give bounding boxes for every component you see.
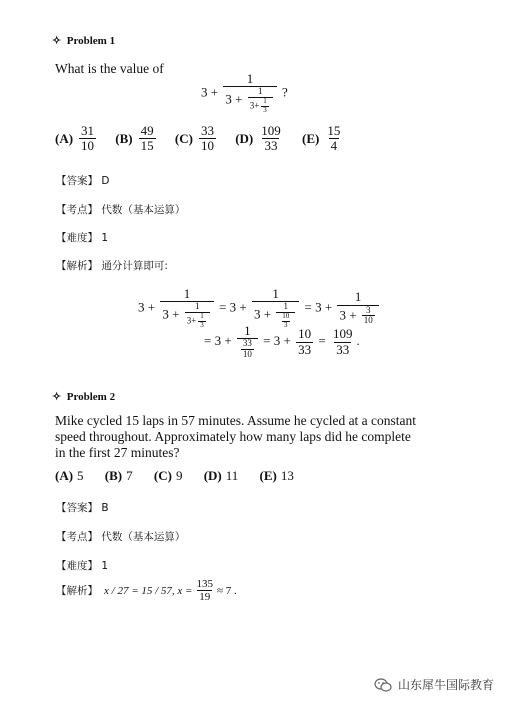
problem-2-topic: 【考点】 代数（基本运算） (56, 531, 186, 543)
problem-1-header: ✧ Problem 1 (52, 35, 116, 47)
choice-d: (D) $\frac{109}{33}$ (235, 123, 281, 154)
wechat-icon (374, 678, 392, 692)
problem-2-choices (55, 468, 308, 484)
choice-e: (E) $\frac{15}{4}$ (301, 123, 341, 154)
watermark: 山东犀牛国际教育 (374, 676, 494, 693)
choice-b: (B) $\frac{49}{15}$ (115, 123, 154, 154)
problem-1-question: What is the value of (55, 61, 164, 76)
problem-1-expression: 3 + 1 3 + 1 3+ $\frac{1}{3}$ ? (201, 71, 288, 114)
problem-2-difficulty: 【难度】 1 (56, 560, 109, 572)
problem-1-difficulty: 【难度】 1 (56, 232, 109, 244)
derivation-line-1: 3 + 1 3 + 1 3+ $\frac{1}{3}$ = 3 + 1 3 + $\frac{1}{\frac{10}{3}}$ = 3 + 1 3 + $\frac{3}{10}$ (138, 287, 381, 330)
diamond-icon: ✧ (52, 35, 62, 47)
problem-1-choices (55, 124, 358, 154)
problem-2-header: ✧ Problem 2 (52, 391, 116, 403)
choice-c: (C) $\frac{33}{10}$ (174, 123, 214, 154)
choice-a: (A) 5 (55, 468, 84, 483)
problem-2-analysis: 【解析】 x / 27 = 15 / 57, x = $\frac{135}{19}$ ≈ 7 . (56, 578, 237, 604)
problem-2-line-2: speed throughout. Approximately how many laps did he complete (55, 429, 411, 444)
derivation-line-2: = 3 + $\frac{1}{\frac{33}{10}}$ = 3 + $\frac{10}{33}$ = $\frac{109}{33}$ . (204, 323, 360, 360)
problem-1-answer: 【答案】 D (56, 175, 110, 187)
problem-1-topic: 【考点】 代数（基本运算） (56, 204, 186, 216)
choice-b: (B) 7 (104, 468, 133, 483)
choice-e: (E) 13 (259, 468, 294, 483)
problem-2-line-1: Mike cycled 15 laps in 57 minutes. Assume he cycled at a constant (55, 413, 417, 428)
problem-2-line-3: in the first 27 minutes? (55, 445, 180, 460)
diamond-icon: ✧ (52, 391, 62, 403)
choice-a: (A) $\frac{31}{10}$ (55, 123, 95, 154)
choice-d: (D) 11 (203, 468, 239, 483)
problem-1-analysis: 【解析】 通分计算即可: (56, 260, 168, 272)
choice-c: (C) 9 (153, 468, 183, 483)
problem-2-answer: 【答案】 B (56, 502, 109, 514)
